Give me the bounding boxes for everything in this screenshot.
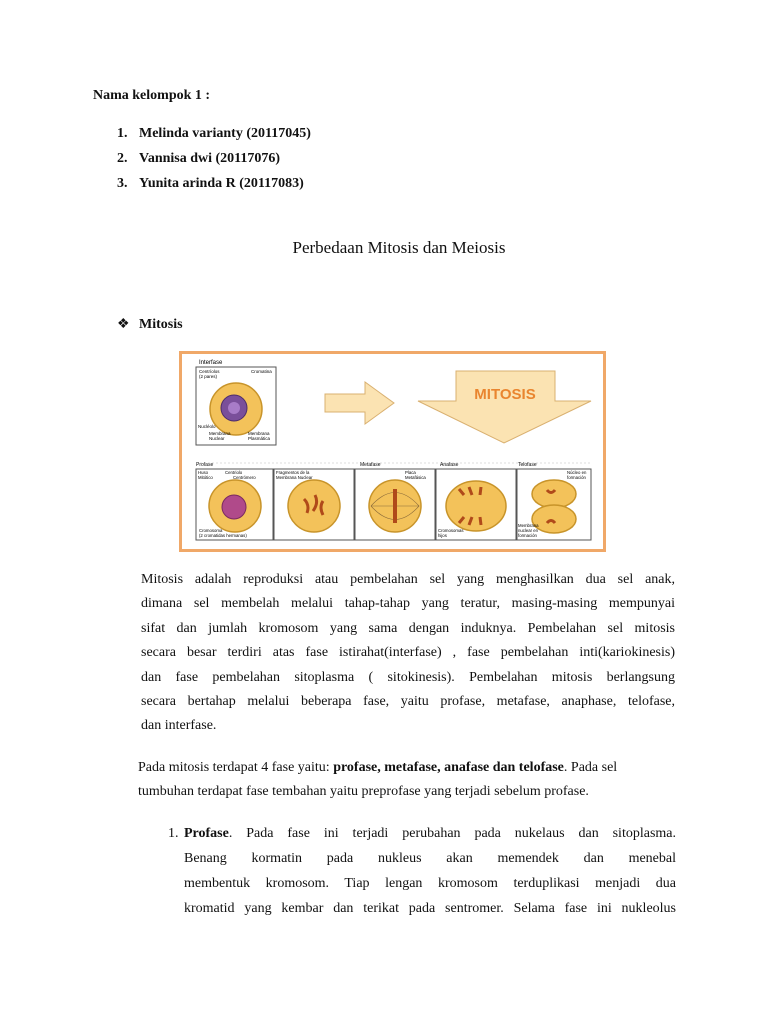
paragraph-line: dan fase pembelahan sitoplasma ( sitokinesis). Pembelahan mitosis berlangsung <box>141 669 675 685</box>
label-cromatidas: (2 cromatidas hermanas) <box>199 533 247 538</box>
prometafase-cell <box>288 480 340 532</box>
mitosis-paragraph <box>141 568 675 739</box>
label-hijos: hijos <box>438 533 447 538</box>
label-nucleo-en: Núcleo en <box>567 470 587 475</box>
label-cromosoma: Cromosoma <box>199 528 223 533</box>
label-cromatina: Cromatina <box>251 369 272 374</box>
interfase-nucleolus <box>228 402 240 414</box>
label-metafasica: Metafásica <box>405 475 426 480</box>
document-title: Perbedaan Mitosis dan Meiosis <box>292 238 506 257</box>
profase-term: Profase <box>184 826 229 841</box>
telofase-cell-bottom <box>532 505 576 533</box>
label-fragmentos: Fragmentos de la <box>276 470 310 475</box>
label-telofase: Telofase <box>518 462 537 468</box>
label-membrana-plasmatica: Membrana <box>248 431 270 436</box>
label-centriolo: Centriolo <box>225 470 243 475</box>
list-number: 2. <box>117 151 128 166</box>
label-interfase: Interfase <box>199 360 223 366</box>
mitosis-banner: MITOSIS <box>474 386 536 403</box>
paragraph-line: dan interfase. <box>141 718 217 734</box>
text-run: Pada mitosis terdapat 4 fase yaitu: <box>138 760 334 775</box>
section-title: Mitosis <box>139 317 183 332</box>
paragraph-line: dimana sel membelah melalui tahap-tahap yang teratur, masing-masing mempunyai <box>141 596 675 612</box>
label-formacion-2: formación <box>518 533 537 538</box>
anafase-cell <box>446 481 506 531</box>
label-metafase: Metafase <box>360 462 381 468</box>
label-huso: Huso <box>198 470 209 475</box>
label-nucleolo: Nucléolo <box>198 424 216 429</box>
telofase-cell-top <box>532 480 576 508</box>
label-membrana-nuclear: Membrana Nuclear <box>276 475 313 480</box>
phases-emphasis: profase, metafase, anafase dan telofase <box>333 760 564 775</box>
label-membrana-2: Membrana <box>518 523 539 528</box>
paragraph-line <box>138 756 676 780</box>
paragraph-line: membentuk kromosom. Tiap lengan kromosom terduplikasi menjadi dua <box>184 876 676 891</box>
label-anafase: Anafase <box>440 462 459 468</box>
label-placa: Placa <box>405 470 416 475</box>
group-title: Nama kelompok 1 : <box>93 88 211 103</box>
diamond-bullet-icon: ❖ <box>117 317 130 332</box>
paragraph-line: sifat dan jumlah kromosom yang sama dengan induknya. Pembelahan sel mitosis <box>141 620 675 636</box>
member-name: Yunita arinda R (20117083) <box>139 176 304 191</box>
profase-nucleus <box>222 495 246 519</box>
list-number: 3. <box>117 176 128 191</box>
paragraph-line <box>184 821 676 846</box>
phases-paragraph <box>138 756 676 804</box>
text-run: . Pada fase ini terjadi perubahan pada nukelaus dan sitoplasma. <box>228 826 676 841</box>
mitosis-figure <box>179 351 606 552</box>
paragraph-line: secara besar terdiri atas fase istirahat(interfase) , fase pembelahan inti(kariokinesis) <box>141 645 675 661</box>
label-cromosomas: Cromosomas <box>438 528 464 533</box>
label-plasmatica: Plasmática <box>248 436 271 441</box>
text-run: . Pada sel <box>563 760 618 775</box>
member-list <box>117 124 311 199</box>
list-item <box>117 124 311 149</box>
label-mitotico: Mitótico <box>198 475 213 480</box>
list-item <box>117 174 311 199</box>
paragraph-line: Benang kormatin pada nukleus akan memendek dan menebal <box>184 851 676 866</box>
paragraph-line: kromatid yang kembar dan terikat pada sentromer. Selama fase ini nukleolus <box>184 901 676 916</box>
label-centromero: Centrómero <box>233 475 256 480</box>
member-name: Vannisa dwi (20117076) <box>139 151 281 166</box>
paragraph-line: Mitosis adalah reproduksi atau pembelahan sel yang menghasilkan dua sel anak, <box>141 572 675 587</box>
list-number: 1. <box>168 826 179 841</box>
label-nuclear-en: nuclear en <box>518 528 539 533</box>
label-profase: Profase <box>196 462 214 468</box>
label-dos-pares: (2 pares) <box>199 374 218 379</box>
paragraph-line: tumbuhan terdapat fase tembahan yaitu preprofase yang terjadi sebelum profase. <box>138 784 589 799</box>
profase-item <box>162 821 676 921</box>
label-membrana: Membrana <box>209 431 231 436</box>
list-number: 1. <box>117 126 128 141</box>
label-nuclear: Nuclear <box>209 436 225 441</box>
label-centriolos: Centríolos <box>199 369 220 374</box>
label-formacion: formación <box>567 475 586 480</box>
list-item <box>117 149 311 174</box>
paragraph-line: secara bertahap melalui beberapa fase, yaitu profase, metafase, anaphase, telofase, <box>141 693 675 709</box>
member-name: Melinda varianty (20117045) <box>139 126 311 141</box>
section-heading <box>117 316 183 333</box>
